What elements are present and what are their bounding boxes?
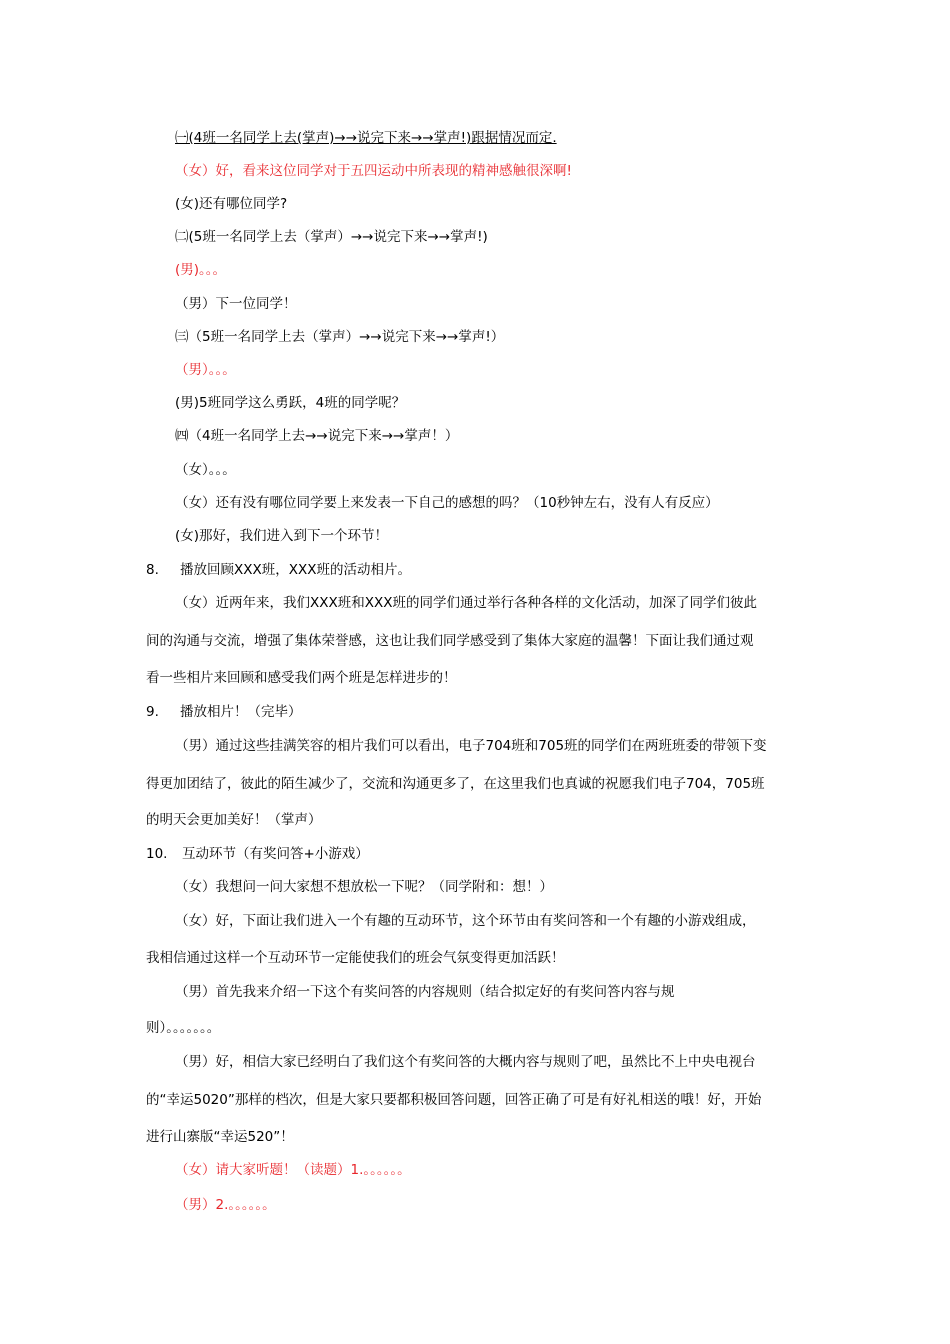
section-number: 10.: [146, 846, 168, 862]
stage-note-2: ㈡(5班一名同学上去（掌声）→→说完下来→→掌声!): [175, 229, 488, 245]
section-title: 互动环节（有奖问答+小游戏）: [182, 846, 369, 862]
paragraph-line: （男）好，相信大家已经明白了我们这个有奖问答的大概内容与规则了吧，虽然比不上中央电视台: [175, 1054, 756, 1070]
dialogue-line: （女）好，看来这位同学对于五四运动中所表现的精神感触很深啊!: [175, 163, 572, 179]
paragraph-line: （男）首先我来介绍一下这个有奖问答的内容规则（结合拟定好的有奖问答内容与规: [175, 984, 675, 1000]
paragraph-line: 则）。。。。。。。: [146, 1020, 221, 1036]
section-title: 播放回顾XXX班，XXX班的活动相片。: [180, 562, 411, 578]
paragraph-line: 看一些相片来回顾和感受我们两个班是怎样进步的！: [146, 670, 457, 686]
section-title: 播放相片！（完毕）: [180, 704, 302, 720]
paragraph-line: 的明天会更加美好！（掌声）: [146, 812, 322, 828]
stage-note-4: ㈣（4班一名同学上去→→说完下来→→掌声！）: [175, 428, 459, 444]
paragraph-line: 得更加团结了，彼此的陌生减少了，交流和沟通更多了，在这里我们也真诚的祝愿我们电子704，705班: [146, 776, 765, 792]
dialogue-line: (女)那好，我们进入到下一个环节！: [175, 528, 389, 544]
section-10-heading: [146, 845, 369, 863]
paragraph-line: （女）好，下面让我们进入一个有趣的互动环节，这个环节由有奖问答和一个有趣的小游戏组成，: [175, 913, 756, 929]
dialogue-line: （男）2.。。。。。。: [175, 1197, 276, 1213]
paragraph-line: 的“幸运5020”那样的档次，但是大家只要都积极回答问题，回答正确了可是有好礼相送的哦！好，开始: [146, 1092, 762, 1108]
section-8-heading: [146, 561, 411, 579]
dialogue-line: (男)5班同学这么勇跃，4班的同学呢？: [175, 395, 406, 411]
dialogue-line: （女）还有没有哪位同学要上来发表一下自己的感想的吗？（10秒钟左右，没有人有反应）: [175, 495, 719, 511]
section-number: 8.: [146, 562, 159, 578]
dialogue-line: （男）。。。: [175, 362, 236, 378]
paragraph-line: （女）近两年来，我们XXX班和XXX班的同学们通过举行各种各样的文化活动，加深了同学们彼此: [175, 595, 757, 611]
dialogue-line: （女）。。。: [175, 462, 236, 478]
paragraph-line: 进行山寨版“幸运520”！: [146, 1129, 294, 1145]
paragraph-line: 我相信通过这样一个互动环节一定能使我们的班会气氛变得更加活跃！: [146, 950, 565, 966]
section-number: 9.: [146, 704, 159, 720]
section-9-heading: [146, 703, 302, 721]
paragraph-line: （男）通过这些挂满笑容的相片我们可以看出，电子704班和705班的同学们在两班班委的带领下变: [175, 738, 767, 754]
dialogue-line: （女）请大家听题！（读题）1.。。。。。。: [175, 1162, 411, 1178]
dialogue-line: (男)。。。: [175, 262, 227, 278]
paragraph-line: 间的沟通与交流，增强了集体荣誉感，这也让我们同学感受到了集体大家庭的温馨！下面让我们通过观: [146, 633, 754, 649]
dialogue-line: （男）下一位同学！: [175, 296, 297, 312]
stage-note-1: ㈠(4班一名同学上去(掌声)→→说完下来→→掌声!)跟据情况而定.: [175, 130, 557, 146]
stage-note-3: ㈢（5班一名同学上去（掌声）→→说完下来→→掌声!）: [175, 329, 505, 345]
paragraph-line: （女）我想问一问大家想不想放松一下呢？（同学附和：想！）: [175, 879, 553, 895]
dialogue-line: (女)还有哪位同学?: [175, 196, 288, 212]
